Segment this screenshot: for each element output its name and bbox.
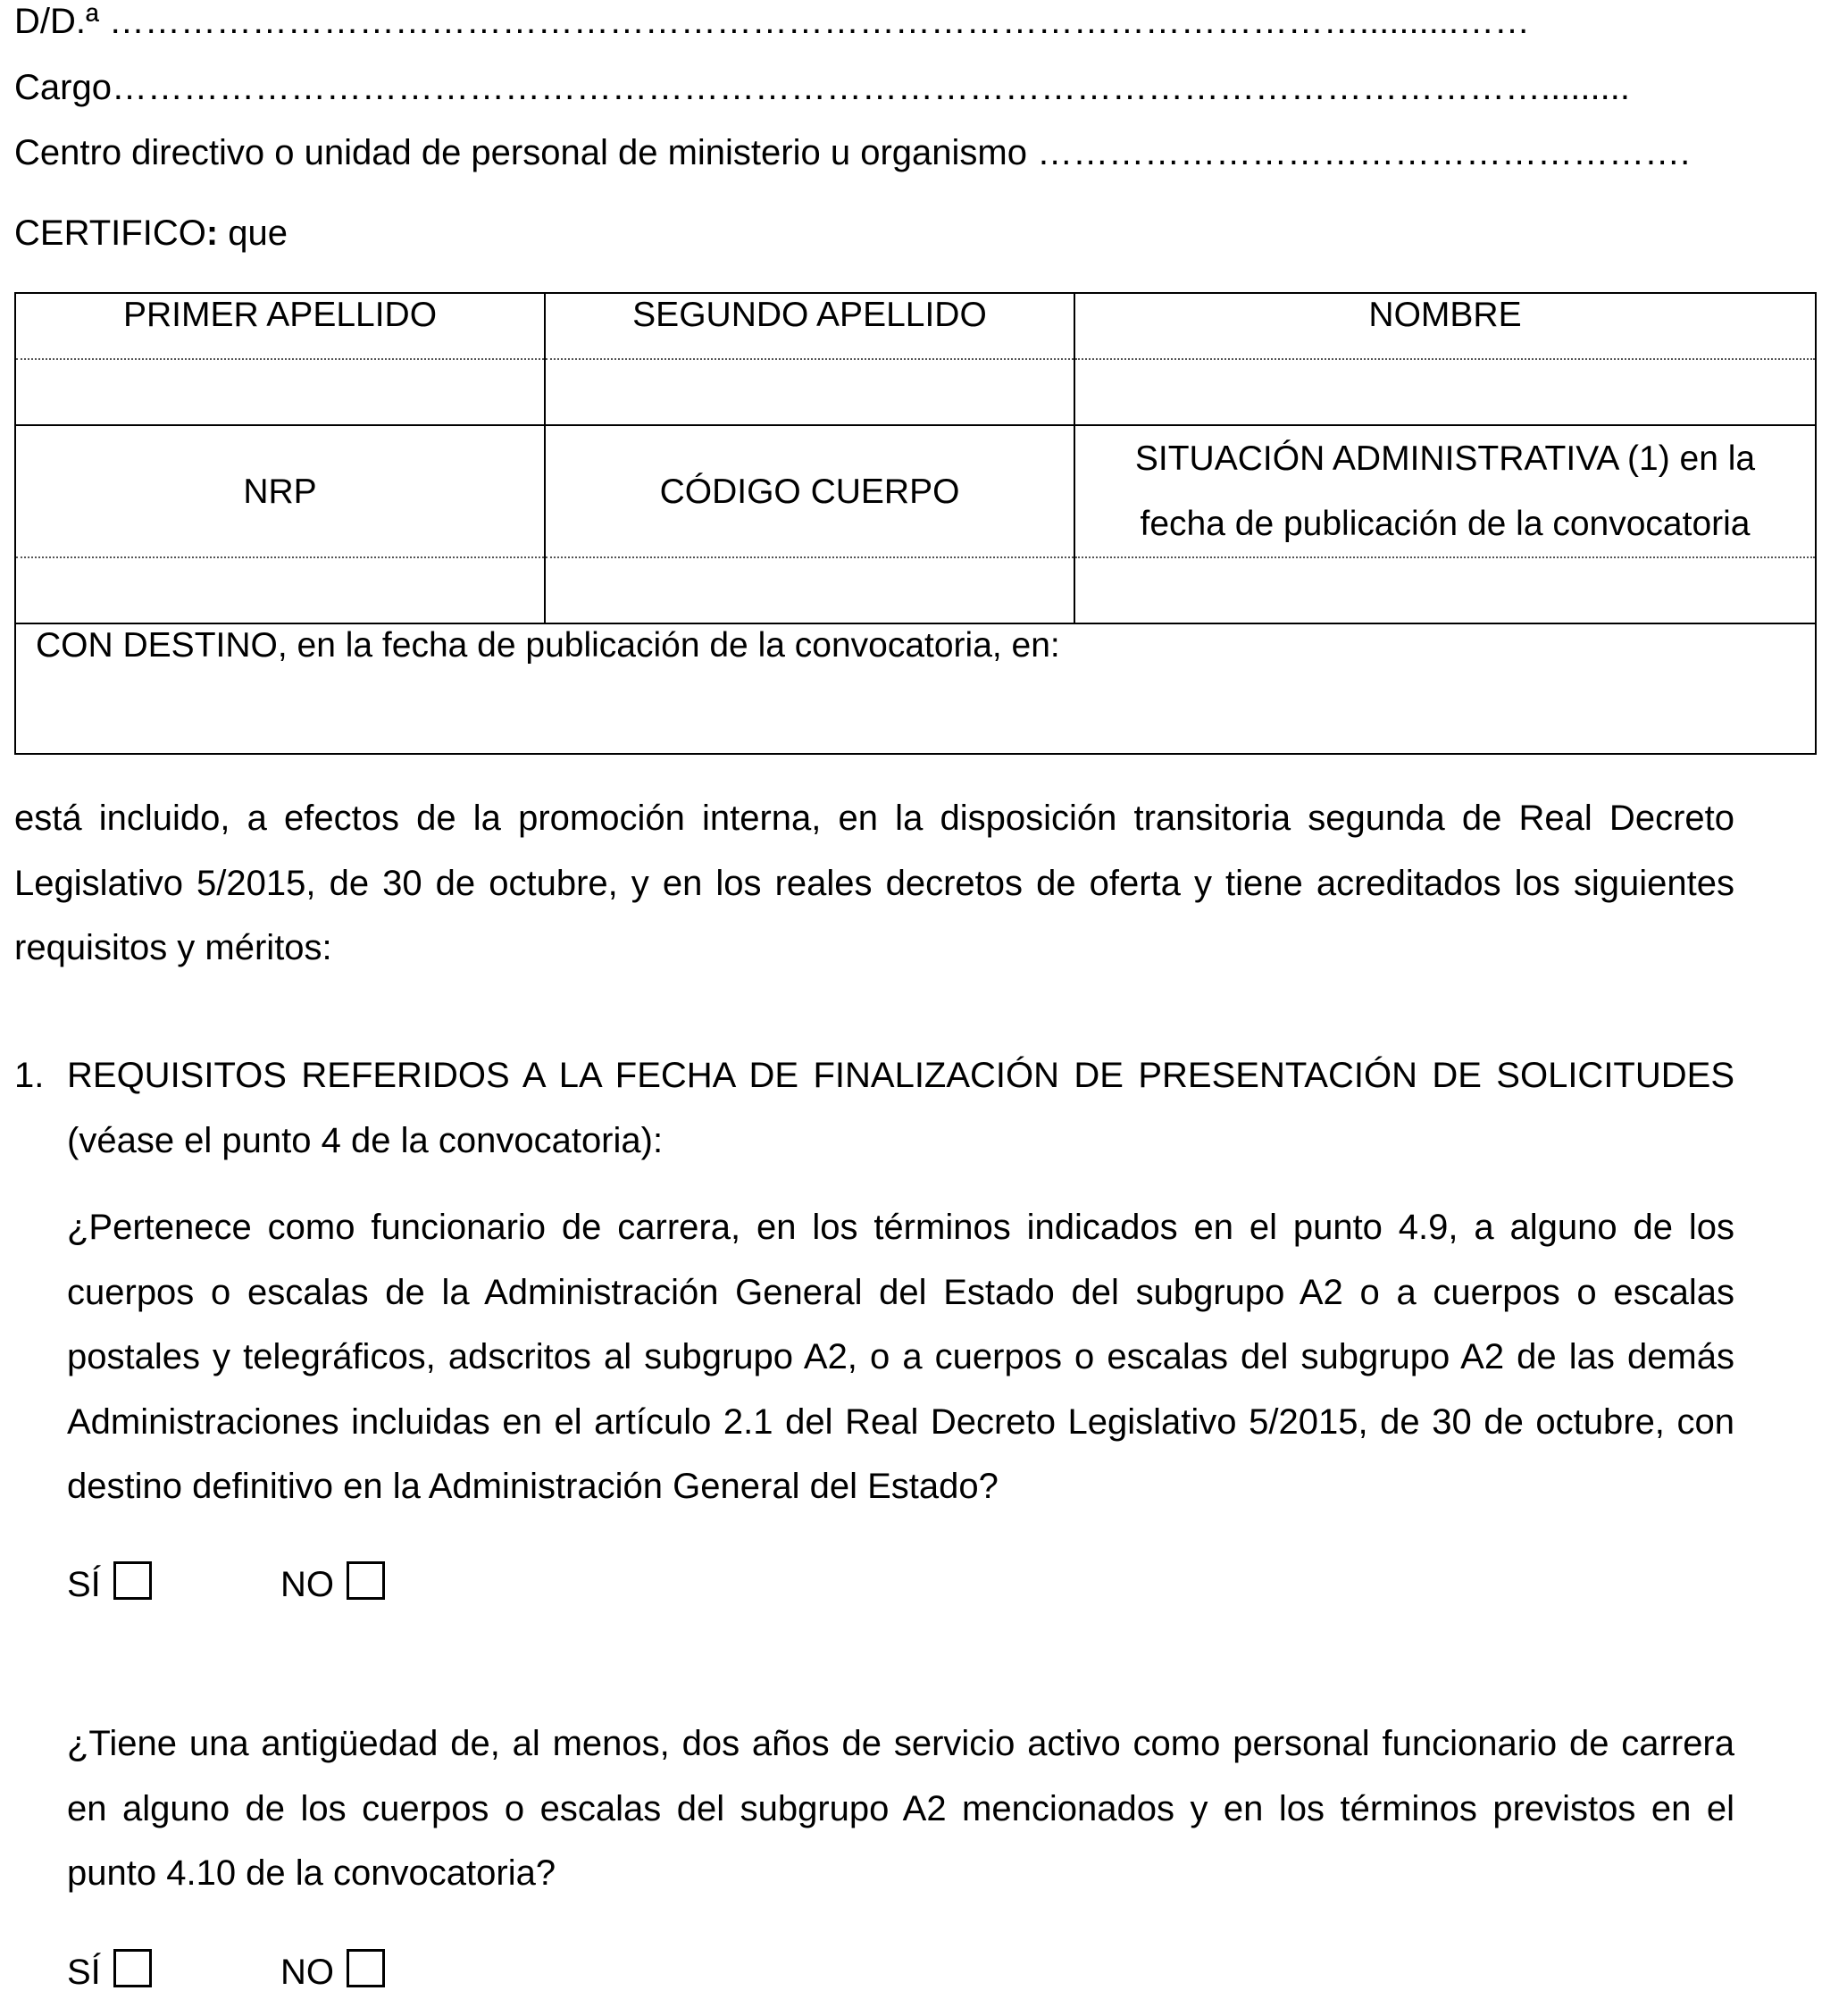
dd-leader-field[interactable]: ……………………………………………………………………………………………..........…… <box>98 2 1531 41</box>
cargo-line <box>14 66 1738 109</box>
q2-no-option <box>280 1949 385 1995</box>
centro-leader-field[interactable]: ………………………………………………. <box>1026 133 1691 172</box>
certifico-label: CERTIFICO <box>14 213 206 253</box>
situacion-field[interactable] <box>1074 557 1816 623</box>
q1-yes-option <box>67 1561 152 1607</box>
header-codigo-cuerpo: CÓDIGO CUERPO <box>545 425 1074 557</box>
certifico-colon: : <box>205 213 219 253</box>
question-1: ¿Pertenece como funcionario de carrera, en los términos indicados en el punto 4.9, a alguno de los cuerpos o escalas de la Administración General del Estado del subgrupo A2 o a cuerpos o escalas postales y telegráficos, adscritos al subgrupo A2, o a cuerpos o escalas del subgrupo A2 de las demás Administraciones incluidas en el artículo 2.1 del Real Decreto Legislativo 5/2015, de 30 de octubre, con destino definitivo en la Administración General del Estado? <box>67 1208 1734 1506</box>
dd-label: D/D.ª <box>14 2 99 41</box>
certifico-que: que <box>218 213 288 253</box>
codigo-cuerpo-field[interactable] <box>545 557 1074 623</box>
header-nrp: NRP <box>15 425 545 557</box>
q2-yes-label: SÍ <box>67 1953 101 1992</box>
cargo-label: Cargo <box>14 68 112 107</box>
q1-no-checkbox[interactable] <box>347 1561 385 1600</box>
question-2: ¿Tiene una antigüedad de, al menos, dos años de servicio activo como personal funcionario de carrera en alguno de los cuerpos o escalas del subgrupo A2 mencionados y en los términos previstos en el punto 4.10 de la convocatoria? <box>67 1724 1734 1893</box>
centro-label: Centro directivo o unidad de personal de ministerio u organismo <box>14 133 1027 172</box>
header-primer-apellido: PRIMER APELLIDO <box>15 293 545 359</box>
personal-data-table <box>14 292 1817 755</box>
q1-yes-checkbox[interactable] <box>113 1561 152 1600</box>
header-situacion <box>1074 425 1816 557</box>
destino-field[interactable] <box>15 623 1816 754</box>
segundo-apellido-field[interactable] <box>545 359 1074 425</box>
centro-line <box>14 131 1729 174</box>
cargo-leader-field[interactable]: …………………………………………………………………………………………………………......... <box>111 68 1630 107</box>
q2-yes-checkbox[interactable] <box>113 1949 152 1987</box>
dd-line <box>14 0 1711 43</box>
q2-no-label: NO <box>280 1953 334 1992</box>
q1-no-option <box>280 1561 385 1607</box>
situacion-line-1: SITUACIÓN ADMINISTRATIVA (1) en la <box>1134 439 1756 478</box>
q1-no-label: NO <box>280 1565 334 1604</box>
item-1-number: 1. <box>14 1056 45 1095</box>
certifico-line <box>14 212 288 255</box>
nombre-field[interactable] <box>1074 359 1816 425</box>
q2-yes-option <box>67 1949 152 1995</box>
header-segundo-apellido: SEGUNDO APELLIDO <box>545 293 1074 359</box>
nrp-field[interactable] <box>15 557 545 623</box>
situacion-line-2: fecha de publicación de la convocatoria <box>1140 505 1751 543</box>
primer-apellido-field[interactable] <box>15 359 545 425</box>
q1-yes-label: SÍ <box>67 1565 101 1604</box>
q2-no-checkbox[interactable] <box>347 1949 385 1987</box>
header-nombre: NOMBRE <box>1074 293 1816 359</box>
item-1-title: REQUISITOS REFERIDOS A LA FECHA DE FINALIZACIÓN DE PRESENTACIÓN DE SOLICITUDES (véase el punto 4 de la convocatoria): <box>67 1056 1734 1160</box>
intro-paragraph: está incluido, a efectos de la promoción interna, en la disposición transitoria segunda de Real Decreto Legislativo 5/2015, de 30 de octubre, y en los reales decretos de oferta y tiene acreditados los siguientes requisitos y méritos: <box>14 799 1734 967</box>
destino-label: CON DESTINO, en la fecha de publicación de la convocatoria, en: <box>36 626 1060 665</box>
